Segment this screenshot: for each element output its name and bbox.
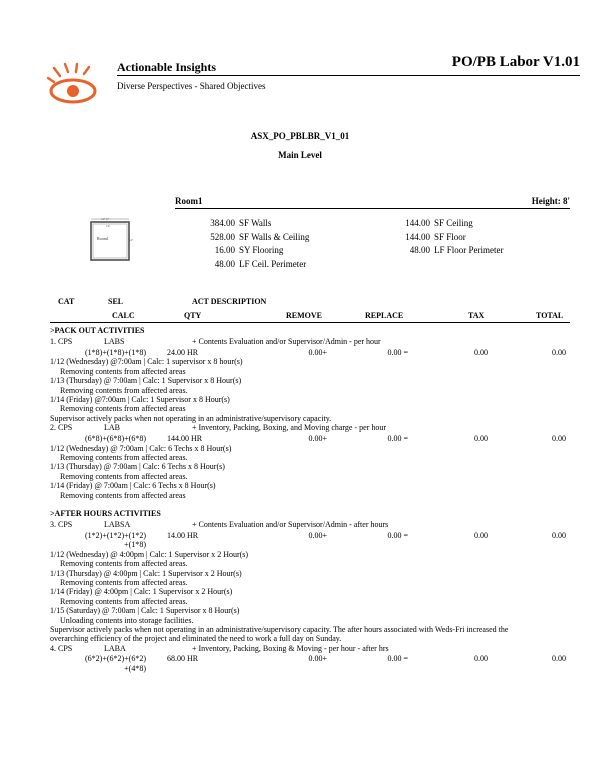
measurement-label: LF Ceil. Perimeter bbox=[239, 258, 307, 269]
sketch-room-label: Room1 bbox=[97, 236, 109, 241]
item-sel: LABSA bbox=[104, 520, 131, 529]
item-number-cat: 1. CPS bbox=[50, 337, 73, 346]
room-measurement bbox=[195, 218, 271, 228]
room-name: Room1 bbox=[175, 196, 203, 206]
item-note: 1/13 (Thursday) @ 7:00am | Calc: 1 Supervisor x 8 Hour(s) bbox=[50, 376, 242, 386]
item-total: 0.00 bbox=[552, 347, 566, 357]
item-tax: 0.00 bbox=[474, 433, 488, 443]
item-note: Supervisor actively packs when not operating in an administrative/supervisory capacity. The after hours associated with Weds-Fri increased the bbox=[50, 625, 509, 634]
item-note: Removing contents from affected areas bbox=[60, 404, 186, 414]
measurement-value: 528.00 bbox=[210, 231, 235, 242]
col-sel: SEL bbox=[108, 297, 124, 306]
item-note: 1/13 (Thursday) @ 7:00am | Calc: 6 Techs x 8 Hour(s) bbox=[50, 462, 225, 472]
item-tax: 0.00 bbox=[474, 530, 488, 540]
item-note: 1/12 (Wednesday) @ 4:00pm | Calc: 1 Supervisor x 2 Hour(s) bbox=[50, 549, 249, 559]
section-title: >PACK OUT ACTIVITIES bbox=[50, 326, 145, 335]
sketch-dim-inner: 12' bbox=[106, 224, 111, 228]
item-sel: LABS bbox=[104, 337, 125, 346]
brand-tagline: Diverse Perspectives - Shared Objectives bbox=[117, 81, 266, 91]
room-height: Height: 8' bbox=[531, 196, 570, 206]
item-total: 0.00 bbox=[552, 530, 566, 540]
room-measurement bbox=[390, 218, 473, 228]
item-replace: 0.00 = bbox=[387, 433, 408, 443]
measurement-label: SF Ceiling bbox=[434, 218, 473, 228]
col-total: TOTAL bbox=[536, 311, 564, 320]
measurement-value: 144.00 bbox=[405, 218, 430, 228]
item-replace: 0.00 = bbox=[387, 654, 408, 664]
item-sel: LABA bbox=[104, 643, 126, 653]
measurement-label: LF Floor Perimeter bbox=[434, 245, 504, 255]
col-replace: REPLACE bbox=[365, 311, 404, 320]
item-note: 1/14 (Friday) @7:00am | Calc: 1 Supervisor x 8 Hour(s) bbox=[50, 395, 230, 404]
room-measurement bbox=[390, 245, 504, 255]
item-note: Removing contents from affected areas. bbox=[60, 385, 188, 395]
item-sel: LAB bbox=[104, 423, 120, 433]
item-note: 1/13 (Thursday) @ 4:00pm | Calc: 1 Supervisor x 2 Hour(s) bbox=[50, 568, 242, 578]
sketch-dim-top: 12' 0" bbox=[101, 217, 110, 221]
item-calc: (1*8)+(1*8)+(1*8) bbox=[84, 347, 146, 357]
item-note: Removing contents from affected areas. bbox=[60, 559, 188, 569]
level-name: Main Level bbox=[278, 150, 322, 160]
item-note: Removing contents from affected areas bbox=[60, 490, 186, 500]
item-note: Unloading contents into storage facilities. bbox=[60, 615, 194, 625]
item-note: 1/14 (Friday) @ 7:00am | Calc: 6 Techs x 8 Hour(s) bbox=[50, 481, 216, 491]
item-note: Supervisor actively packs when not operating in an administrative/supervisory capacity. bbox=[50, 413, 332, 423]
estimate-name: ASX_PO_PBLBR_V1_01 bbox=[250, 131, 350, 141]
room-sketch-icon bbox=[88, 216, 134, 264]
col-tax: TAX bbox=[468, 311, 485, 320]
room-measurement bbox=[195, 259, 306, 269]
item-tax: 0.00 bbox=[474, 654, 488, 664]
item-qty: 24.00 HR bbox=[167, 347, 199, 357]
col-act-desc: ACT DESCRIPTION bbox=[192, 297, 267, 306]
item-calc: +(4*8) bbox=[124, 663, 146, 673]
measurement-value: 48.00 bbox=[214, 258, 235, 269]
item-note: Removing contents from affected areas. bbox=[60, 453, 188, 462]
item-note: 1/12 (Wednesday) @7:00am | Calc: 1 supervisor x 8 hour(s) bbox=[50, 357, 243, 367]
item-note: 1/15 (Saturday) @ 7:00am | Calc: 1 Supervisor x 8 Hour(s) bbox=[50, 606, 240, 616]
room-measurement bbox=[390, 232, 466, 242]
item-note: Removing contents from affected areas bbox=[60, 366, 186, 376]
document-title: PO/PB Labor V1.01 bbox=[451, 54, 580, 70]
item-remove: 0.00+ bbox=[308, 530, 327, 540]
measurement-label: SY Flooring bbox=[239, 245, 284, 255]
table-header-divider bbox=[50, 322, 570, 323]
col-remove: REMOVE bbox=[286, 311, 322, 320]
item-number-cat: 3. CPS bbox=[50, 520, 73, 529]
item-note: 1/14 (Friday) @ 4:00pm | Calc: 1 Supervisor x 2 Hour(s) bbox=[50, 587, 233, 597]
sun-eye-logo-icon bbox=[46, 62, 102, 106]
measurement-label: SF Walls & Ceiling bbox=[239, 231, 310, 242]
col-cat: CAT bbox=[58, 297, 75, 306]
measurement-value: 48.00 bbox=[409, 245, 430, 255]
item-description: + Inventory, Packing, Boxing & Moving - per hour - after hrs bbox=[192, 643, 389, 653]
room-measurement bbox=[195, 232, 309, 242]
room-measurement bbox=[195, 245, 283, 255]
item-note: Removing contents from affected areas. bbox=[60, 471, 188, 481]
item-description: + Inventory, Packing, Boxing, and Moving charge - per hour bbox=[192, 423, 387, 433]
item-note: 1/12 (Wednesday) @ 7:00am | Calc: 6 Techs x 8 Hour(s) bbox=[50, 443, 232, 453]
item-calc: (6*8)+(6*8)+(6*8) bbox=[84, 433, 146, 443]
item-replace: 0.00 = bbox=[387, 347, 408, 357]
item-tax: 0.00 bbox=[474, 347, 488, 357]
item-qty: 68.00 HR bbox=[167, 654, 199, 664]
item-calc: (1*2)+(1*2)+(1*2) bbox=[84, 530, 146, 540]
item-replace: 0.00 = bbox=[387, 530, 408, 540]
measurement-value: 16.00 bbox=[214, 245, 235, 255]
item-number-cat: 2. CPS bbox=[50, 423, 73, 433]
item-qty: 14.00 HR bbox=[167, 530, 199, 540]
item-note: Removing contents from affected areas. bbox=[60, 596, 188, 606]
brand-name: Actionable Insights bbox=[117, 60, 217, 74]
item-remove: 0.00+ bbox=[308, 347, 327, 357]
item-remove: 0.00+ bbox=[308, 433, 327, 443]
item-total: 0.00 bbox=[552, 654, 566, 664]
measurement-label: SF Walls bbox=[239, 218, 272, 228]
item-calc: (6*2)+(6*2)+(6*2) bbox=[84, 654, 146, 664]
item-description: + Contents Evaluation and/or Supervisor/Admin - per hour bbox=[192, 337, 381, 346]
item-calc: +(1*8) bbox=[124, 539, 146, 549]
room-divider bbox=[175, 208, 570, 209]
item-number-cat: 4. CPS bbox=[50, 643, 73, 653]
measurement-value: 144.00 bbox=[405, 231, 430, 242]
sketch-dim-side: 12' bbox=[129, 238, 134, 242]
item-description: + Contents Evaluation and/or Supervisor/Admin - after hours bbox=[192, 520, 389, 529]
item-remove: 0.00+ bbox=[308, 654, 327, 664]
col-calc: CALC bbox=[112, 311, 135, 320]
measurement-value: 384.00 bbox=[210, 218, 235, 228]
item-total: 0.00 bbox=[552, 433, 566, 443]
item-note: overarching efficiency of the project and eliminated the need to work a full day on Sunday. bbox=[50, 634, 342, 644]
col-qty: QTY bbox=[184, 311, 202, 320]
item-qty: 144.00 HR bbox=[167, 433, 203, 443]
item-note: Removing contents from affected areas. bbox=[60, 578, 188, 587]
section-title: >AFTER HOURS ACTIVITIES bbox=[50, 509, 161, 518]
header-divider bbox=[117, 75, 580, 76]
measurement-label: SF Floor bbox=[434, 231, 466, 242]
